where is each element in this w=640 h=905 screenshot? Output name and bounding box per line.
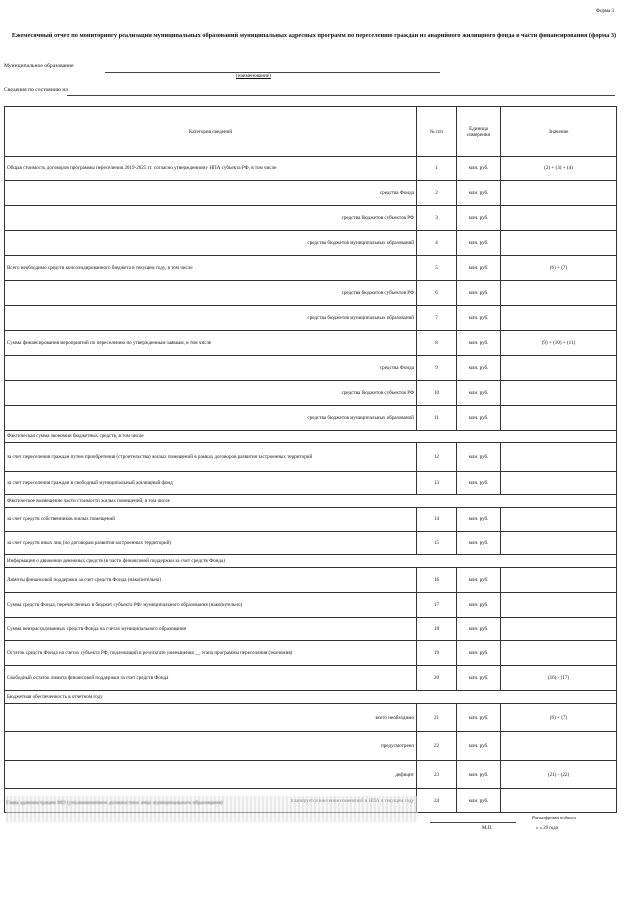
table-row — [5, 531, 617, 555]
header-category: Категория сведений — [5, 107, 417, 157]
row-label: Свободный остаток лимита финансовой поддержки за счет средств Фонда — [5, 666, 417, 691]
row-number: 9 — [417, 355, 457, 380]
row-number: 11 — [417, 405, 457, 430]
row-label: Лимиты финансовой поддержки за счет средств Фонда (накопительно) — [5, 567, 417, 592]
table-row — [5, 443, 617, 472]
row-unit: млн. руб. — [457, 443, 501, 472]
row-unit: млн. руб. — [457, 666, 501, 691]
row-label: за счет средств иных лиц (по договорам развития застроенных территорий) — [5, 531, 417, 555]
row-value — [501, 205, 617, 230]
row-value — [501, 180, 617, 205]
row-value: (21) - (22) — [501, 760, 617, 789]
row-unit: млн. руб. — [457, 280, 501, 305]
row-label: предусмотрено — [5, 732, 417, 761]
table-row — [5, 157, 617, 181]
row-value — [501, 567, 617, 592]
section-heading: Фактическое возмещение части стоимости жилых помещений, в том числе — [5, 495, 617, 508]
row-value — [501, 405, 617, 430]
table-header-row — [5, 107, 617, 157]
table-row — [5, 180, 617, 205]
row-number: 21 — [417, 703, 457, 732]
section-row — [5, 555, 617, 568]
row-unit: млн. руб. — [457, 380, 501, 405]
table-row — [5, 641, 617, 666]
row-number: 3 — [417, 205, 457, 230]
row-value — [501, 355, 617, 380]
row-value: (6) + (7) — [501, 255, 617, 280]
row-value: (16) - (17) — [501, 666, 617, 691]
table-row — [5, 405, 617, 430]
row-value — [501, 592, 617, 617]
section-row — [5, 691, 617, 704]
row-number: 14 — [417, 507, 457, 531]
row-value — [501, 305, 617, 330]
row-unit: млн. руб. — [457, 592, 501, 617]
section-heading: Бюджетная обеспеченность в отчетном году — [5, 691, 617, 704]
table-row — [5, 330, 617, 355]
row-value: (9) + (10) + (11) — [501, 330, 617, 355]
row-value — [501, 617, 617, 641]
row-value — [501, 471, 617, 495]
row-value — [501, 789, 617, 813]
row-value — [501, 380, 617, 405]
row-label: средства Фонда — [5, 355, 417, 380]
row-unit: млн. руб. — [457, 507, 501, 531]
row-value: (6) + (7) — [501, 703, 617, 732]
row-unit: млн. руб. — [457, 157, 501, 181]
row-unit: млн. руб. — [457, 760, 501, 789]
row-value — [501, 280, 617, 305]
table-row — [5, 471, 617, 495]
row-unit: млн. руб. — [457, 205, 501, 230]
section-heading: Фактическая сумма экономии бюджетных средств, в том числе — [5, 430, 617, 443]
row-unit: млн. руб. — [457, 405, 501, 430]
table-row — [5, 703, 617, 732]
table-row — [5, 507, 617, 531]
section-row — [5, 495, 617, 508]
table-row — [5, 205, 617, 230]
row-label: за счет переселения граждан в свободный муниципальный жилищный фонд — [5, 471, 417, 495]
row-value — [501, 732, 617, 761]
row-number: 6 — [417, 280, 457, 305]
row-label: средства бюджетов муниципальных образований — [5, 230, 417, 255]
row-value — [501, 230, 617, 255]
table-row — [5, 760, 617, 789]
signatory-position: Глава администрации МО (уполномоченное должностное лицо муниципального образования) — [6, 800, 223, 806]
row-unit: млн. руб. — [457, 531, 501, 555]
row-unit: млн. руб. — [457, 330, 501, 355]
report-title: Ежемесячный отчет по мониторингу реализации муниципальных образований муниципальных адресных программ по переселению граждан из аварийного жилищного фонда в части финансирования (форма 3) — [11, 32, 617, 39]
row-unit: млн. руб. — [457, 355, 501, 380]
row-label: Сумма неизрасходованных средств Фонда на счетах муниципального образования — [5, 617, 417, 641]
section-heading: Информация о движении денежных средств (в части финансовой поддержки за счет средств Фонда) — [5, 555, 617, 568]
report-table — [4, 106, 617, 813]
municipality-hint: (наименование) — [236, 73, 271, 79]
row-label: Общая стоимость договоров программы переселения 2019-2025 гг. согласно утвержденному НПА субъекта РФ, в том числе — [5, 157, 417, 181]
table-row — [5, 617, 617, 641]
row-unit: млн. руб. — [457, 471, 501, 495]
row-label: за счет средств собственников жилых помещений — [5, 507, 417, 531]
signature-date: « » 20 года — [536, 826, 558, 831]
row-number: 10 — [417, 380, 457, 405]
row-label: средства бюджетов субъектов РФ — [5, 205, 417, 230]
row-unit: млн. руб. — [457, 567, 501, 592]
row-number: 8 — [417, 330, 457, 355]
row-value — [501, 443, 617, 472]
row-label: дефицит — [5, 760, 417, 789]
header-num: № п/п — [417, 107, 457, 157]
row-number: 19 — [417, 641, 457, 666]
row-label: за счет переселения граждан путем приобретения (строительства) жилых помещений в рамках договоров развития застроенных территорий — [5, 443, 417, 472]
row-number: 16 — [417, 567, 457, 592]
form-number: Форма 3 — [596, 9, 614, 14]
table-row — [5, 732, 617, 761]
municipality-label: Муниципальное образование — [4, 63, 74, 69]
table-row — [5, 305, 617, 330]
table-row — [5, 230, 617, 255]
row-number: 17 — [417, 592, 457, 617]
row-label: Сумма средств Фонда, перечисленных в бюджет субъекта РФ/ муниципального образования (накопительно) — [5, 592, 417, 617]
row-value — [501, 641, 617, 666]
row-value — [501, 507, 617, 531]
row-unit: млн. руб. — [457, 617, 501, 641]
signature-line — [430, 822, 516, 823]
row-label: Всего необходимо средств консолидированного бюджета в текущем году, в том числе — [5, 255, 417, 280]
row-unit: млн. руб. — [457, 703, 501, 732]
row-value — [501, 531, 617, 555]
row-label: средства бюджетов муниципальных образований — [5, 405, 417, 430]
row-number: 2 — [417, 180, 457, 205]
row-number: 23 — [417, 760, 457, 789]
row-label: Сумма финансирования мероприятий по переселению по утвержденным заявкам, в том числе — [5, 330, 417, 355]
header-unit: Единица измерения — [457, 107, 501, 157]
section-row — [5, 430, 617, 443]
row-unit: млн. руб. — [457, 305, 501, 330]
table-row — [5, 255, 617, 280]
row-label: средства бюджетов муниципальных образований — [5, 305, 417, 330]
row-number: 5 — [417, 255, 457, 280]
row-label: всего необходимо — [5, 703, 417, 732]
row-unit: млн. руб. — [457, 180, 501, 205]
row-value: (2) + (3) + (4) — [501, 157, 617, 181]
table-row — [5, 592, 617, 617]
seal-label: М.П. — [482, 826, 493, 831]
row-number: 7 — [417, 305, 457, 330]
table-row — [5, 355, 617, 380]
table-row — [5, 567, 617, 592]
row-label: Остаток средств Фонда на счетах субъекта РФ, подлежащий в результате уменьшения __ этапа программы переселения (экономия) — [5, 641, 417, 666]
municipality-field-line — [105, 72, 440, 73]
row-unit: млн. руб. — [457, 255, 501, 280]
row-unit: млн. руб. — [457, 641, 501, 666]
row-number: 20 — [417, 666, 457, 691]
row-label: средства Фонда — [5, 180, 417, 205]
row-number: 13 — [417, 471, 457, 495]
row-number: 12 — [417, 443, 457, 472]
row-label: средства бюджетов субъектов РФ — [5, 380, 417, 405]
row-unit: млн. руб. — [457, 732, 501, 761]
row-unit: млн. руб. — [457, 789, 501, 813]
row-number: 1 — [417, 157, 457, 181]
row-number: 18 — [417, 617, 457, 641]
table-row — [5, 380, 617, 405]
row-label: средства бюджетов субъектов РФ — [5, 280, 417, 305]
signature-hint: Расшифровка подписи — [532, 815, 576, 820]
row-number: 4 — [417, 230, 457, 255]
table-row — [5, 280, 617, 305]
row-number: 15 — [417, 531, 457, 555]
row-number: 22 — [417, 732, 457, 761]
row-number: 24 — [417, 789, 457, 813]
as-of-label: Сведения по состоянию на — [4, 87, 68, 93]
table-row — [5, 666, 617, 691]
as-of-field-line — [67, 95, 615, 96]
header-value: Значение — [501, 107, 617, 157]
row-unit: млн. руб. — [457, 230, 501, 255]
